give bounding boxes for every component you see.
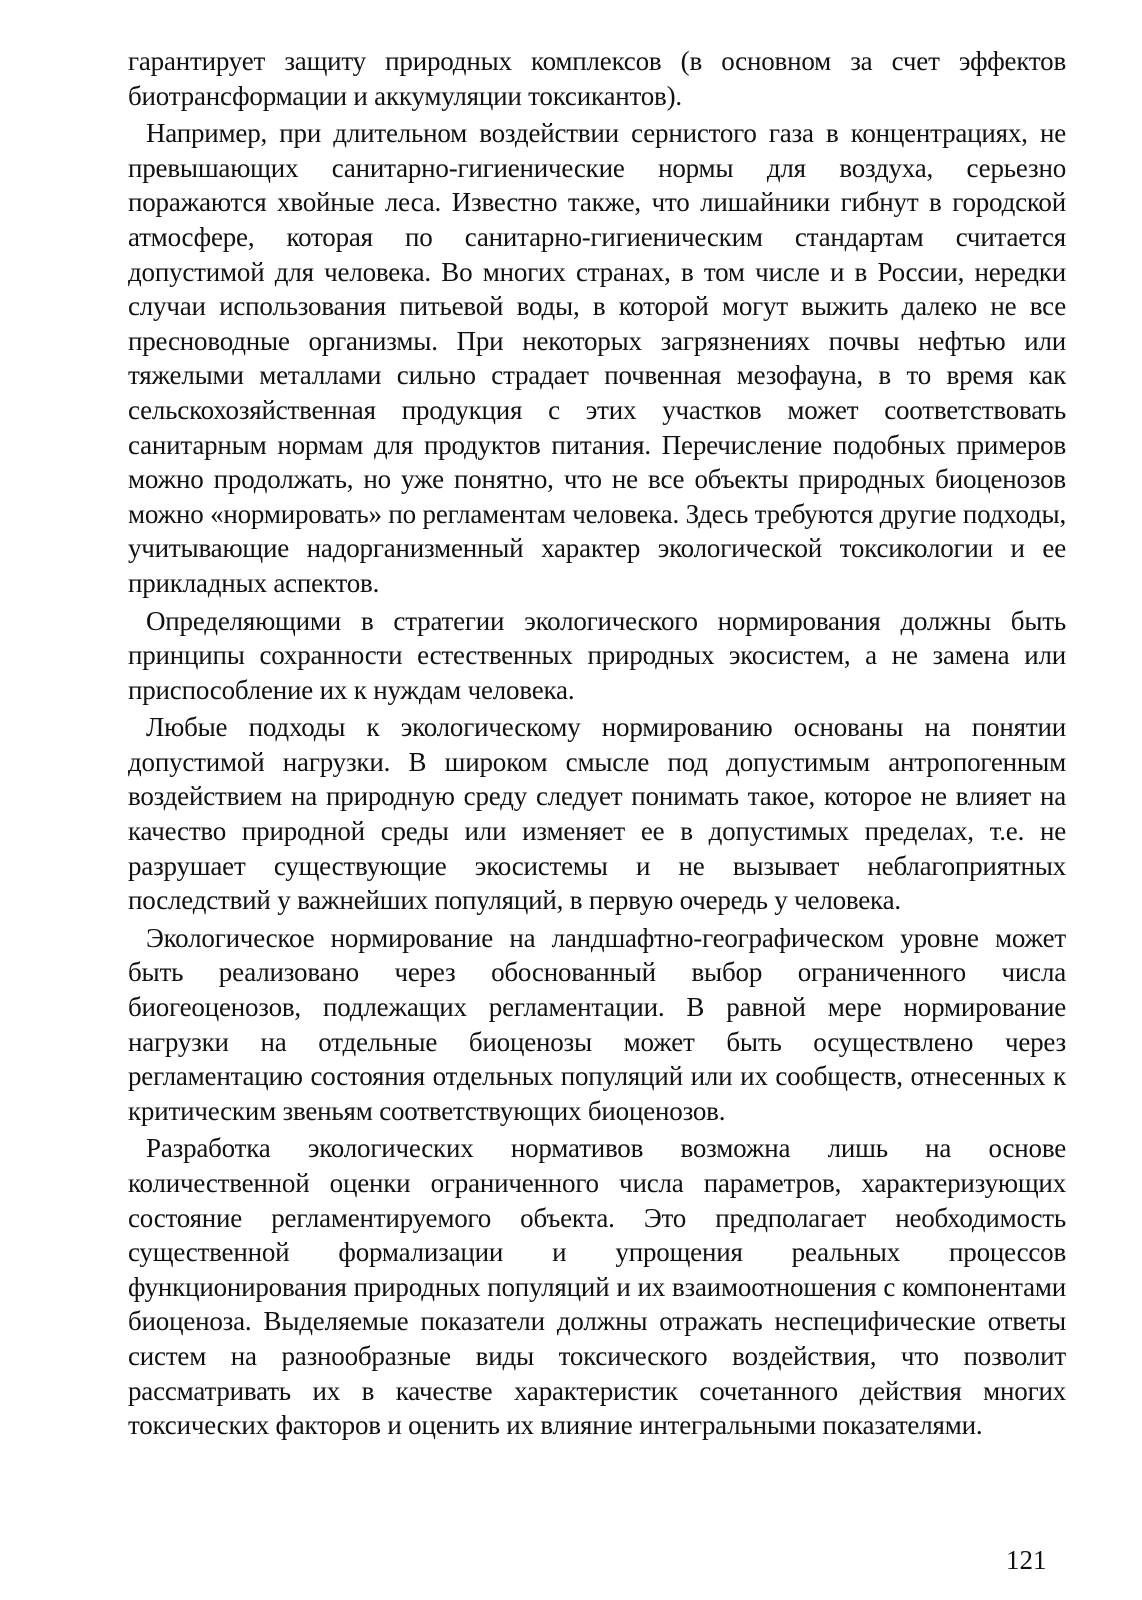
paragraph-permissible-load: Любые подходы к экологическому нормированию основаны на понятии допустимой нагрузки. В широком смысле под допустимым антропогенным воздействием на природную среду следует понимать такое, которое не влияет на качество природной среды или изменяет ее в допустимых пределах, т.е. не разрушает существующие экосистемы и не вызывает неблагоприятных последствий у важнейших популяций, в первую очередь у человека.: [128, 712, 1066, 916]
page-number: 121: [1006, 1545, 1047, 1575]
paragraph-norm-development: Разработка экологических нормативов возможна лишь на основе количественной оценки ограниченного числа параметров, характеризующих состояние регламентируемого объекта. Это предполагает необходимость существенной формализации и упрощения реальных процессов функционирования природных популяций и их взаимоотношения с компонентами биоценоза. Выделяемые показатели должны отражать неспецифические ответы систем на разнообразные виды токсического воздействия, что позволит рассматривать их в качестве характеристик сочетанного действия многих токсических факторов и оценить их влияние интегральными показателями.: [128, 1133, 1066, 1441]
paragraph-strategy: Определяющими в стратегии экологического нормирования должны быть принципы сохранности естественных природных экосистем, а не замена или приспособление их к нуждам человека.: [128, 605, 1066, 705]
paragraph-landscape-level: Экологическое нормирование на ландшафтно-географическом уровне может быть реализовано через обоснованный выбор ограниченного числа биогеоценозов, подлежащих регламентации. В равной мере нормирование нагрузки на отдельные биоценозы может быть осуществлено через регламентацию состояния отдельных популяций или их сообществ, отнесенных к критическим звеньям соответствующих биоценозов.: [128, 922, 1066, 1126]
page-body: [128, 44, 1066, 1443]
paragraph-continuation: гарантирует защиту природных комплексов (в основном за счет эффектов биотрансформации и аккумуляции токсикантов).: [128, 46, 1066, 111]
paragraph-examples: Например, при длительном воздействии сернистого газа в концентрациях, не превышающих санитарно-гигиенические нормы для воздуха, серьезно поражаются хвойные леса. Известно также, что лишайники гибнут в городской атмосфере, которая по санитарно-гигиеническим стандартам считается допустимой для человека. Во многих странах, в том числе и в России, нередки случаи использования питьевой воды, в которой могут выжить далеко не все пресноводные организмы. При некоторых загрязнениях почвы нефтью или тяжелыми металлами сильно страдает почвенная мезофауна, в то время как сельскохозяйственная продукция с этих участков может соответствовать санитарным нормам для продуктов питания. Перечисление подобных примеров можно продолжать, но уже понятно, что не все объекты природных биоценозов можно «нормировать» по регламентам человека. Здесь требуются другие подходы, учитывающие надорганизменный характер экологической токсикологии и ее прикладных аспектов.: [128, 118, 1066, 598]
